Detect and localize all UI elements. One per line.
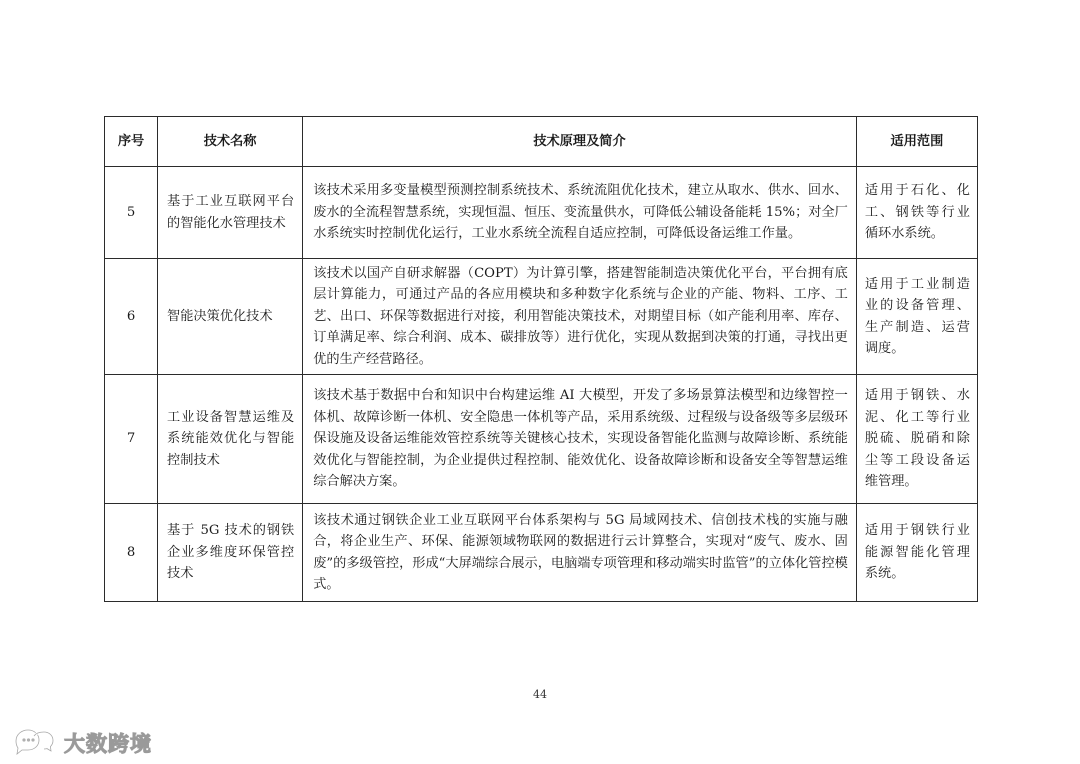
row-application-scope: 适用于钢铁行业能源智能化管理系统。 xyxy=(856,504,977,602)
row-technology-name: 基于工业互联网平台的智能化水管理技术 xyxy=(158,167,303,259)
row-principle-description: 该技术以国产自研求解器（COPT）为计算引擎，搭建智能制造决策优化平台，平台拥有底层计算能力，可通过产品的各应用模块和多种数字化系统与企业的产能、物料、工序、工艺、出口、环保等数据进行对接，利用智能决策技术，对期望目标（如产能利用率、库存、订单满足率、综合利润、成本、碳排放等）进行优化，实现从数据到决策的打通，寻找出更优的生产经营路径。 xyxy=(303,259,857,375)
row-serial-number: 6 xyxy=(105,259,158,375)
row-application-scope: 适用于工业制造业的设备管理、生产制造、运营调度。 xyxy=(856,259,977,375)
row-technology-name: 基于 5G 技术的钢铁企业多维度环保管控技术 xyxy=(158,504,303,602)
technology-table xyxy=(104,116,978,602)
row-serial-number: 8 xyxy=(105,504,158,602)
row-principle-description: 该技术采用多变量模型预测控制系统技术、系统流阻优化技术，建立从取水、供水、回水、废水的全流程智慧系统，实现恒温、恒压、变流量供水，可降低公辅设备能耗 15%；对全厂水系统实时控制优化运行，工业水系统全流程自适应控制，可降低设备运维工作量。 xyxy=(303,167,857,259)
header-principle-description: 技术原理及简介 xyxy=(303,117,857,167)
header-technology-name: 技术名称 xyxy=(158,117,303,167)
row-technology-name: 工业设备智慧运维及系统能效优化与智能控制技术 xyxy=(158,375,303,504)
header-serial-number: 序号 xyxy=(105,117,158,167)
chat-bubbles-logo-icon xyxy=(12,727,56,759)
watermark-text: 大数跨境 xyxy=(64,732,152,756)
row-serial-number: 7 xyxy=(105,375,158,504)
table-header-row xyxy=(105,117,978,167)
page-number: 44 xyxy=(533,688,547,701)
header-application-scope: 适用范围 xyxy=(856,117,977,167)
row-principle-description: 该技术通过钢铁企业工业互联网平台体系架构与 5G 局域网技术、信创技术栈的实施与融合，将企业生产、环保、能源领域物联网的数据进行云计算整合，实现对“废气、废水、固废”的多级管控，形成“大屏端综合展示，电脑端专项管理和移动端实时监管”的立体化管控模式。 xyxy=(303,504,857,602)
table-row xyxy=(105,375,978,504)
row-application-scope: 适用于石化、化工、钢铁等行业循环水系统。 xyxy=(856,167,977,259)
row-serial-number: 5 xyxy=(105,167,158,259)
table-row xyxy=(105,504,978,602)
row-application-scope: 适用于钢铁、水泥、化工等行业脱硫、脱硝和除尘等工段设备运维管理。 xyxy=(856,375,977,504)
row-technology-name: 智能决策优化技术 xyxy=(158,259,303,375)
row-principle-description: 该技术基于数据中台和知识中台构建运维 AI 大模型，开发了多场景算法模型和边缘智控一体机、故障诊断一体机、安全隐患一体机等产品，采用系统级、过程级与设备级等多层级环保设施及设备运维能效管控系统等关键核心技术，实现设备智能化监测与故障诊断、系统能效优化与智能控制，为企业提供过程控制、能效优化、设备故障诊断和设备安全等智慧运维综合解决方案。 xyxy=(303,375,857,504)
table-row xyxy=(105,259,978,375)
table-row xyxy=(105,167,978,259)
watermark xyxy=(12,728,152,758)
